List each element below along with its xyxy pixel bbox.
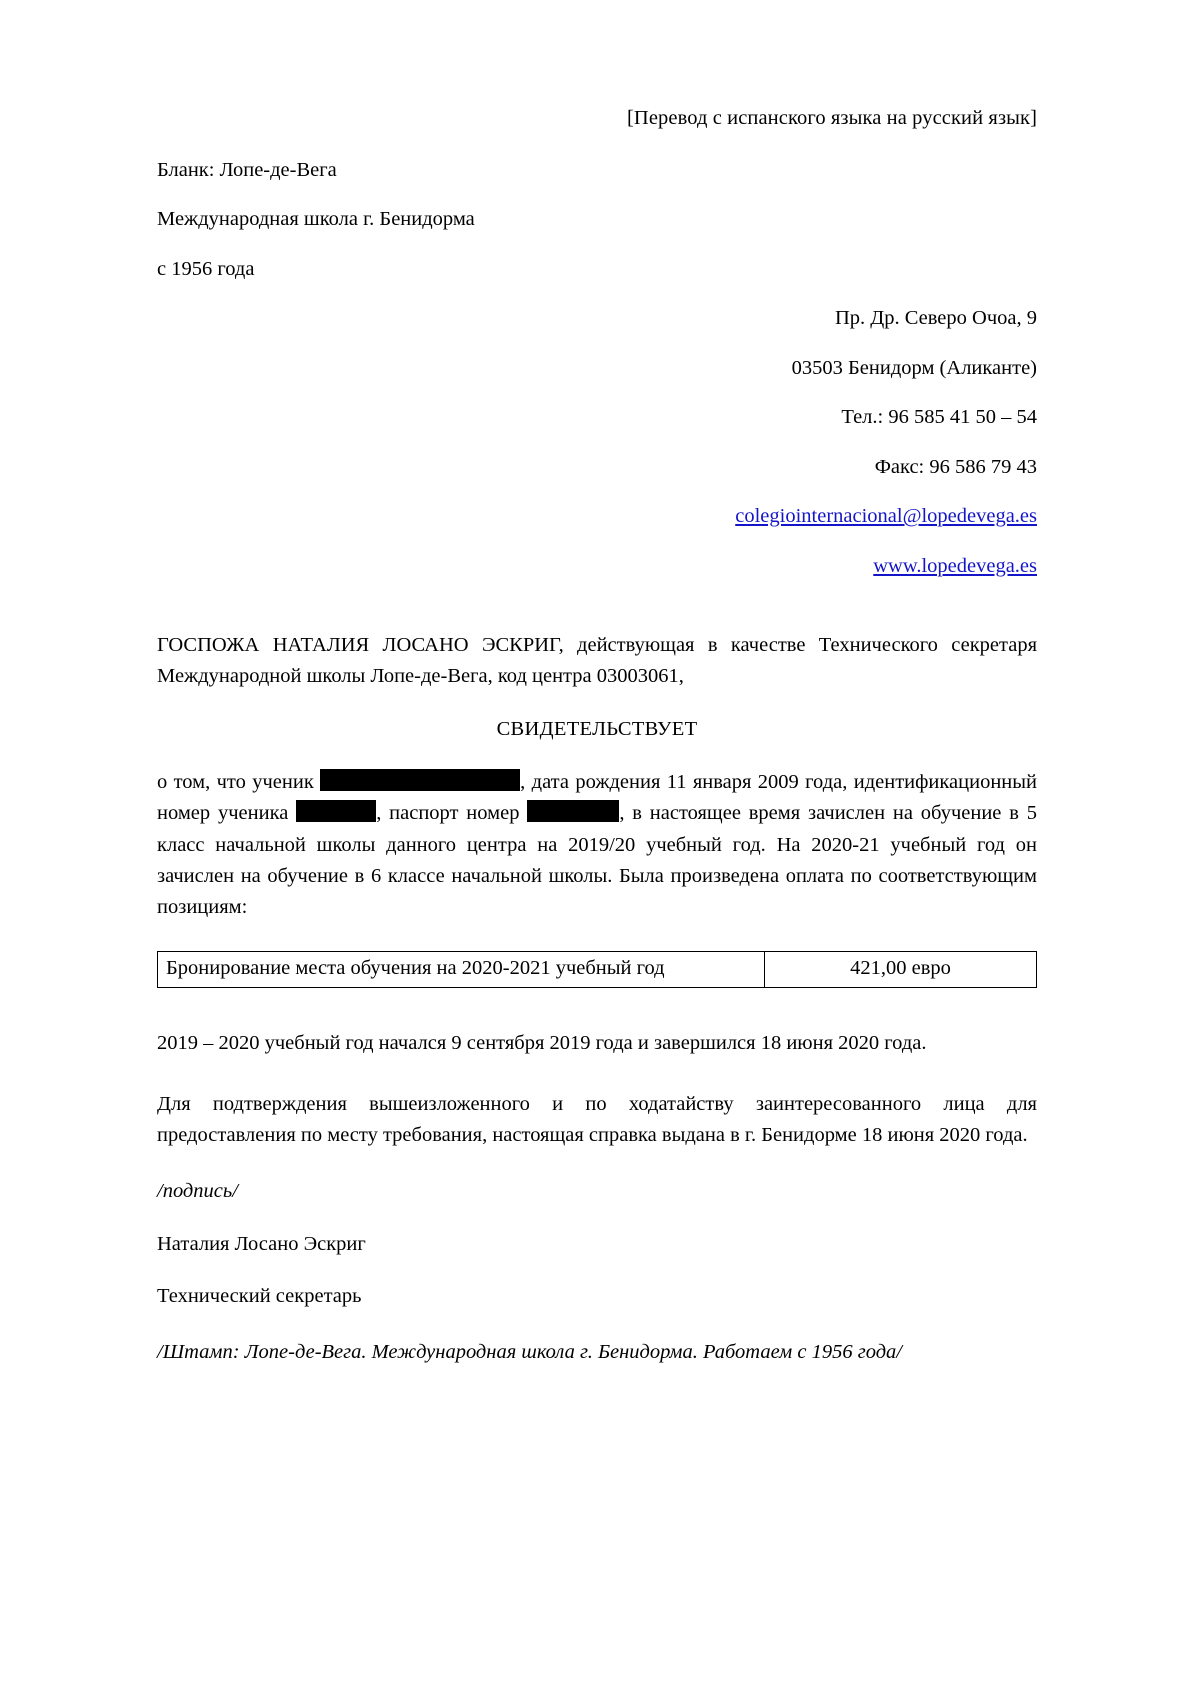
- email-link[interactable]: colegiointernacional@lopedevega.es: [735, 505, 1037, 527]
- certificate-paragraph: [157, 767, 1037, 923]
- address-street: Пр. Др. Северо Очоа, 9: [834, 307, 1037, 329]
- letterhead-line-school: Международная школа г. Бенидорма: [157, 208, 475, 230]
- cert-segment-1: о том, что ученик: [157, 771, 314, 794]
- website-link[interactable]: www.lopedevega.es: [873, 554, 1037, 577]
- address-block: [157, 308, 1037, 576]
- translator-note: [Перевод с испанского языка на русский язык]: [626, 107, 1037, 129]
- address-fax: Факс: 96 586 79 43: [874, 455, 1037, 478]
- signatory-title: Технический секретарь: [157, 1285, 362, 1308]
- fee-description-cell: Бронирование места обучения на 2020-2021 учебный год: [158, 952, 765, 988]
- fee-table: [157, 951, 1037, 988]
- cert-segment-4: , в настоящее время зачислен на обучение в 5 класс начальной школы данного центра на 2019/20 учебный год. На 2020-21 учебный год он зачислен на обучение в 6 классе начальной школы. Была произведена оплата по соответствующим позициям:: [157, 802, 1038, 918]
- purpose-note: Для подтверждения вышеизложенного и по ходатайству заинтересованного лица для предоставления по месту требования, настоящая справка выдана в г. Бенидорме 18 июня 2020 года.: [157, 1092, 1037, 1146]
- stamp-note: /Штамп: Лопе-де-Вега. Международная школа г. Бенидорма. Работаем с 1956 года/: [157, 1340, 903, 1363]
- fee-table-body: [158, 952, 1037, 988]
- letterhead-line-form: Бланк: Лопе-де-Вега: [157, 158, 337, 181]
- signatory-name: Наталия Лосано Эскриг: [157, 1232, 366, 1255]
- letterhead-line-since: с 1956 года: [157, 257, 255, 280]
- address-city: 03503 Бенидорм (Аликанте): [791, 356, 1037, 379]
- table-row: [158, 952, 1037, 988]
- address-phone: Тел.: 96 585 41 50 – 54: [841, 406, 1037, 428]
- redaction-student-name: [320, 769, 520, 791]
- redaction-student-id: [296, 800, 376, 822]
- redaction-passport-number: [527, 800, 619, 822]
- signature-mark: /подпись/: [157, 1180, 238, 1203]
- cert-segment-3: , паспорт номер: [376, 802, 520, 825]
- document-content: [157, 0, 1037, 1366]
- address-email-row: [157, 506, 1037, 527]
- certifies-heading: СВИДЕТЕЛЬСТВУЕТ: [496, 718, 698, 741]
- address-website-row: [157, 556, 1037, 577]
- cert-segment-2: , дата рождения 11 января 2009 года, идентификационный номер ученика: [157, 771, 1037, 825]
- school-year-note: 2019 – 2020 учебный год начался 9 сентября 2019 года и завершился 18 июня 2020 года.: [157, 1031, 927, 1054]
- fee-amount-cell: 421,00 евро: [765, 952, 1037, 988]
- letterhead-block: [157, 160, 1037, 280]
- declarant-paragraph: ГОСПОЖА НАТАЛИЯ ЛОСАНО ЭСКРИГ, действующая в качестве Технического секретаря Международной школы Лопе-де-Вега, код центра 03003061,: [157, 634, 1037, 688]
- body-block: [157, 630, 1037, 1366]
